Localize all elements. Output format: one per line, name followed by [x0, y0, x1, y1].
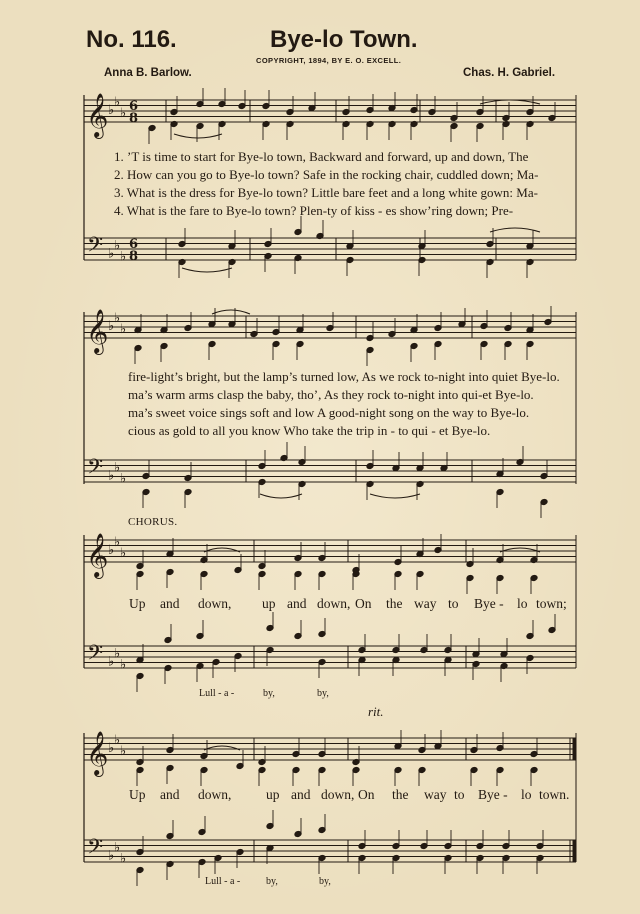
flat-sign-icon: ♭	[114, 310, 121, 326]
verse-2-line-2: ma’s warm arms clasp the baby, tho’, As they rock to-night into qui-et Bye-lo.	[128, 387, 534, 402]
chorus-1-word: and	[160, 596, 180, 611]
flat-sign-icon: ♭	[120, 851, 127, 867]
flat-sign-icon: ♭	[108, 468, 115, 484]
chorus-1-word: up	[262, 596, 276, 611]
flat-sign-icon: ♭	[114, 840, 121, 856]
ritardando-mark: rit.	[368, 704, 384, 719]
flat-sign-icon: ♭	[114, 238, 121, 254]
flat-sign-icon: ♭	[108, 103, 115, 118]
hymn-title: Bye-lo Town.	[270, 26, 418, 53]
chorus-2-word: down,	[198, 787, 232, 802]
flat-sign-icon: ♭	[120, 105, 127, 121]
chorus-2-bass-word: Lull - a -	[205, 876, 241, 887]
verse-4-line-2: cious as gold to all you know Who take the trip in - to qui - et Bye-lo.	[128, 423, 491, 438]
tie-slur	[212, 310, 250, 314]
treble-clef-icon: 𝄞	[86, 93, 109, 137]
tie-slur	[480, 100, 540, 104]
chorus-2-word: way	[424, 787, 447, 802]
chorus-2-word: Bye -	[478, 787, 508, 802]
hymn-number: No. 116.	[86, 26, 177, 53]
chorus-1-word: town;	[536, 596, 567, 611]
bass-clef-icon: 𝄢	[87, 454, 104, 484]
tie-slur	[260, 494, 302, 498]
chorus-1-word: On	[355, 596, 372, 611]
lyricist-credit: Anna B. Barlow.	[104, 67, 192, 79]
chorus-2-word: and	[160, 787, 180, 802]
time-signature-numerator: 6	[129, 237, 139, 252]
time-signature-denominator: 8	[129, 249, 139, 264]
bass-clef-icon: 𝄢	[87, 232, 104, 262]
chorus-label: CHORUS.	[128, 516, 178, 528]
verse-3-line-2: ma’s sweet voice sings soft and low A good-night song on the way to Bye-lo.	[128, 405, 530, 420]
chorus-2-word: On	[358, 787, 375, 802]
tie-slur	[370, 494, 420, 498]
flat-sign-icon: ♭	[114, 460, 121, 476]
flat-sign-icon: ♭	[108, 246, 115, 262]
chorus-1-bass-word: Lull - a -	[199, 688, 235, 699]
chorus-2-word: lo	[521, 787, 532, 802]
chorus-1-word: way	[414, 596, 437, 611]
chorus-1-bass-word: by,	[263, 688, 275, 699]
flat-sign-icon: ♭	[120, 545, 127, 561]
chorus-2-word: Up	[129, 787, 146, 802]
chorus-2-bass-word: by,	[266, 876, 278, 887]
bass-clef-icon: 𝄢	[87, 834, 104, 864]
treble-clef-icon: 𝄞	[86, 731, 109, 775]
verse-1-line-2: fire-light’s bright, but the lamp’s turned low, As we rock to-night into quiet Bye-lo.	[128, 369, 560, 384]
bass-clef-icon: 𝄢	[87, 640, 104, 670]
chorus-1-bass-word: by,	[317, 688, 329, 699]
flat-sign-icon: ♭	[108, 848, 115, 864]
chorus-2-word: the	[392, 787, 409, 802]
flat-sign-icon: ♭	[108, 654, 115, 670]
verse-2-line-1: 2. How can you go to Bye-lo town? Safe in the rocking chair, cuddled down; Ma-	[114, 167, 539, 182]
tie-slur	[490, 228, 540, 232]
chorus-2-word: down,	[321, 787, 355, 802]
chorus-1-word: lo	[517, 596, 528, 611]
time-signature-numerator: 6	[129, 99, 139, 114]
flat-sign-icon: ♭	[120, 471, 127, 487]
chorus-1-word: down,	[198, 596, 232, 611]
time-signature-denominator: 8	[129, 111, 139, 126]
treble-clef-icon: 𝄞	[86, 309, 109, 353]
verse-1-line-1: 1. ’T is time to start for Bye-lo town, Backward and forward, up and down, The	[114, 149, 529, 164]
verse-4-line-1: 4. What is the fare to Bye-lo town? Plen-ty of kiss - es show’ring down; Pre-	[114, 203, 514, 218]
chorus-2-word: town.	[539, 787, 570, 802]
flat-sign-icon: ♭	[114, 732, 121, 748]
flat-sign-icon: ♭	[120, 321, 127, 337]
chorus-1-word: and	[287, 596, 307, 611]
chorus-2-bass-word: by,	[319, 876, 331, 887]
flat-sign-icon: ♭	[108, 543, 115, 558]
flat-sign-icon: ♭	[114, 646, 121, 662]
flat-sign-icon: ♭	[114, 534, 121, 550]
chorus-1-word: the	[386, 596, 403, 611]
chorus-2-word: and	[291, 787, 311, 802]
chorus-1-word: to	[448, 596, 459, 611]
flat-sign-icon: ♭	[108, 741, 115, 756]
chorus-1-word: down,	[317, 596, 351, 611]
tie-slur	[182, 268, 232, 272]
flat-sign-icon: ♭	[120, 249, 127, 265]
tie-slur	[174, 134, 222, 138]
flat-sign-icon: ♭	[114, 94, 121, 110]
verse-3-line-1: 3. What is the dress for Bye-lo town? Little bare feet and a long white gown: Ma-	[114, 185, 538, 200]
chorus-2-word: up	[266, 787, 280, 802]
flat-sign-icon: ♭	[120, 743, 127, 759]
copyright-notice: COPYRIGHT, 1894, BY E. O. EXCELL.	[256, 56, 402, 65]
composer-credit: Chas. H. Gabriel.	[463, 67, 556, 79]
flat-sign-icon: ♭	[120, 657, 127, 673]
treble-clef-icon: 𝄞	[86, 533, 109, 577]
chorus-2-word: to	[454, 787, 465, 802]
flat-sign-icon: ♭	[108, 319, 115, 334]
chorus-1-word: Up	[129, 596, 146, 611]
chorus-1-word: Bye -	[474, 596, 504, 611]
